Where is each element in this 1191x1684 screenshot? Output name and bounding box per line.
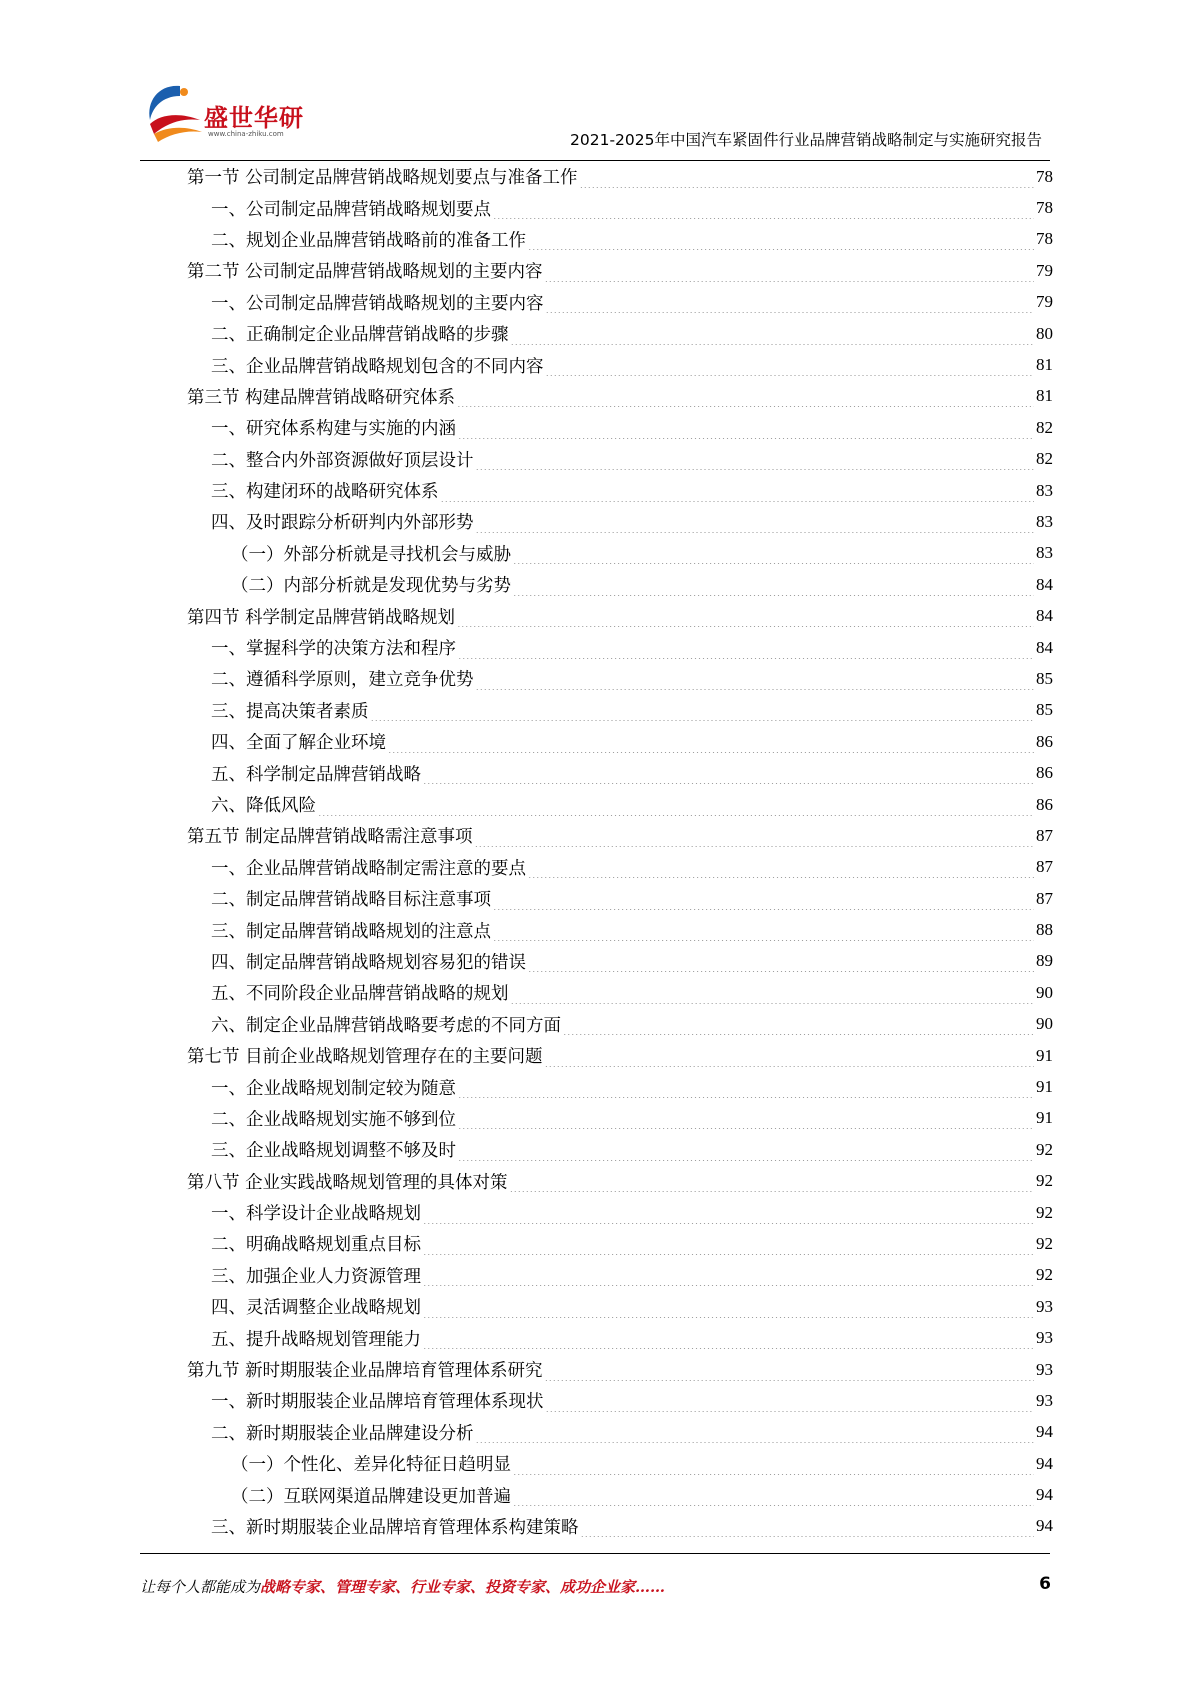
table-of-contents: [187, 161, 1053, 1542]
toc-entry-title: 二、企业战略规划实施不够到位: [211, 1109, 456, 1130]
toc-entry-title: 六、制定企业品牌营销战略要考虑的不同方面: [211, 1015, 561, 1036]
toc-entry-page: 93: [1036, 1328, 1053, 1348]
toc-entry-title: 第四节 科学制定品牌营销战略规划: [187, 607, 456, 628]
toc-entry[interactable]: [187, 852, 1053, 883]
toc-entry[interactable]: [187, 1103, 1053, 1134]
toc-entry-page: 92: [1036, 1265, 1053, 1285]
toc-dot-leader: [423, 770, 1034, 784]
toc-entry[interactable]: [187, 1291, 1053, 1322]
toc-entry-title: 第三节 构建品牌营销战略研究体系: [187, 387, 456, 408]
toc-dot-leader: [441, 488, 1035, 502]
toc-entry[interactable]: [187, 569, 1053, 600]
toc-entry-title: 三、制定品牌营销战略规划的注意点: [211, 921, 491, 942]
toc-entry[interactable]: [187, 1511, 1053, 1542]
toc-entry-title: 一、企业战略规划制定较为随意: [211, 1078, 456, 1099]
toc-dot-leader: [563, 1021, 1034, 1035]
toc-entry-page: 84: [1036, 606, 1053, 626]
toc-dot-leader: [457, 613, 1034, 627]
toc-entry-title: 三、企业品牌营销战略规划包含的不同内容: [211, 356, 544, 377]
toc-entry[interactable]: [187, 883, 1053, 914]
toc-entry[interactable]: [187, 1197, 1053, 1228]
toc-entry-page: 87: [1036, 857, 1053, 877]
toc-entry-page: 80: [1036, 323, 1053, 343]
toc-entry-title: 一、科学设计企业战略规划: [211, 1204, 421, 1225]
toc-entry[interactable]: [187, 1354, 1053, 1385]
toc-entry-title: 二、遵循科学原则，建立竞争优势: [211, 670, 474, 691]
toc-entry-title: 一、研究体系构建与实施的内涵: [211, 419, 456, 440]
logo-url: www.china-zhiku.com: [208, 130, 284, 138]
toc-entry-page: 85: [1036, 700, 1053, 720]
toc-entry[interactable]: [187, 161, 1053, 192]
toc-dot-leader: [458, 1084, 1034, 1098]
toc-dot-leader: [545, 1053, 1034, 1067]
toc-entry-title: 四、及时跟踪分析研判内外部形势: [211, 513, 474, 534]
toc-entry-page: 78: [1036, 198, 1053, 218]
toc-dot-leader: [581, 1523, 1035, 1537]
toc-entry-title: 第二节 公司制定品牌营销战略规划的主要内容: [187, 262, 543, 283]
toc-dot-leader: [545, 1367, 1034, 1381]
toc-entry[interactable]: [187, 1040, 1053, 1071]
toc-dot-leader: [458, 425, 1034, 439]
toc-entry[interactable]: [187, 192, 1053, 223]
toc-entry-title: 第九节 新时期服装企业品牌培育管理体系研究: [187, 1361, 543, 1382]
toc-entry-page: 79: [1036, 292, 1053, 312]
toc-entry-title: 六、降低风险: [211, 796, 316, 816]
toc-entry-page: 92: [1036, 1171, 1053, 1191]
logo-text: 盛世华研: [204, 104, 304, 132]
toc-entry[interactable]: [187, 349, 1053, 380]
toc-entry-page: 84: [1036, 637, 1053, 657]
toc-dot-leader: [423, 1241, 1034, 1255]
toc-entry-page: 93: [1036, 1359, 1053, 1379]
logo-emblem-icon: [140, 78, 210, 148]
toc-dot-leader: [493, 927, 1034, 941]
toc-entry-page: 78: [1036, 229, 1053, 249]
company-logo: [140, 78, 310, 148]
toc-entry-page: 85: [1036, 668, 1053, 688]
toc-entry[interactable]: [187, 1009, 1053, 1040]
toc-dot-leader: [513, 582, 1034, 596]
toc-entry-title: 二、明确战略规划重点目标: [211, 1235, 421, 1256]
toc-entry-page: 84: [1036, 574, 1053, 594]
page-number: 6: [1039, 1574, 1051, 1594]
toc-dot-leader: [546, 299, 1035, 313]
toc-entry-title: 一、公司制定品牌营销战略规划的主要内容: [211, 293, 544, 314]
toc-entry[interactable]: [187, 1134, 1053, 1165]
toc-entry[interactable]: [187, 600, 1053, 631]
toc-entry-title: 第一节 公司制定品牌营销战略规划要点与准备工作: [187, 168, 578, 189]
footer-slogan: [140, 1576, 665, 1597]
toc-dot-leader: [458, 1115, 1034, 1129]
toc-entry-page: 92: [1036, 1202, 1053, 1222]
toc-entry-title: 三、新时期服装企业品牌培育管理体系构建策略: [211, 1517, 579, 1538]
toc-entry-page: 81: [1036, 355, 1053, 375]
toc-entry-title: 五、不同阶段企业品牌营销战略的规划: [211, 984, 509, 1005]
toc-entry[interactable]: [187, 444, 1053, 475]
toc-entry-title: 一、新时期服装企业品牌培育管理体系现状: [211, 1392, 544, 1413]
toc-entry[interactable]: [187, 1448, 1053, 1479]
toc-entry-page: 87: [1036, 888, 1053, 908]
toc-entry-page: 94: [1036, 1453, 1053, 1473]
toc-entry[interactable]: [187, 224, 1053, 255]
toc-dot-leader: [458, 1147, 1034, 1161]
toc-dot-leader: [476, 456, 1035, 470]
toc-entry[interactable]: [187, 538, 1053, 569]
toc-entry-title: （二）互联网渠道品牌建设更加普遍: [231, 1486, 511, 1507]
toc-entry[interactable]: [187, 1166, 1053, 1197]
toc-entry[interactable]: [187, 1417, 1053, 1448]
toc-entry-page: 91: [1036, 1108, 1053, 1128]
toc-entry-page: 89: [1036, 951, 1053, 971]
toc-entry[interactable]: [187, 475, 1053, 506]
toc-entry-page: 83: [1036, 543, 1053, 563]
toc-entry-page: 92: [1036, 1233, 1053, 1253]
toc-entry[interactable]: [187, 1479, 1053, 1510]
toc-entry[interactable]: [187, 663, 1053, 694]
toc-dot-leader: [513, 1461, 1034, 1475]
toc-entry[interactable]: [187, 695, 1053, 726]
toc-entry[interactable]: [187, 255, 1053, 286]
toc-entry[interactable]: [187, 287, 1053, 318]
toc-entry-page: 92: [1036, 1139, 1053, 1159]
toc-entry-page: 82: [1036, 417, 1053, 437]
toc-dot-leader: [545, 268, 1034, 282]
toc-dot-leader: [457, 393, 1034, 407]
toc-dot-leader: [423, 1272, 1034, 1286]
toc-entry-page: 88: [1036, 920, 1053, 940]
toc-dot-leader: [580, 174, 1034, 188]
toc-entry[interactable]: [187, 632, 1053, 663]
toc-entry-page: 90: [1036, 1014, 1053, 1034]
toc-entry-title: 五、提升战略规划管理能力: [211, 1329, 421, 1350]
toc-entry-page: 90: [1036, 982, 1053, 1002]
toc-entry-page: 91: [1036, 1045, 1053, 1065]
toc-dot-leader: [513, 550, 1034, 564]
toc-entry[interactable]: [187, 1071, 1053, 1102]
toc-entry-page: 83: [1036, 511, 1053, 531]
toc-dot-leader: [476, 1429, 1035, 1443]
toc-entry[interactable]: [187, 946, 1053, 977]
toc-dot-leader: [493, 205, 1034, 219]
toc-entry-page: 94: [1036, 1422, 1053, 1442]
toc-entry-title: 二、正确制定企业品牌营销战略的步骤: [211, 325, 509, 346]
toc-entry-page: 79: [1036, 260, 1053, 280]
toc-dot-leader: [458, 645, 1034, 659]
toc-entry-page: 94: [1036, 1516, 1053, 1536]
toc-entry-title: 四、灵活调整企业战略规划: [211, 1298, 421, 1319]
report-title: 2021-2025年中国汽车紧固件行业品牌营销战略制定与实施研究报告: [570, 131, 1042, 149]
toc-dot-leader: [475, 833, 1034, 847]
toc-entry-title: （二）内部分析就是发现优势与劣势: [231, 576, 511, 597]
footer-divider: [140, 1553, 1050, 1554]
toc-entry-page: 78: [1036, 166, 1053, 186]
toc-entry-page: 81: [1036, 386, 1053, 406]
toc-entry-title: 三、构建闭环的战略研究体系: [211, 482, 439, 503]
toc-entry[interactable]: [187, 381, 1053, 412]
toc-entry[interactable]: [187, 914, 1053, 945]
page-header: [140, 78, 1050, 168]
toc-entry-title: （一）外部分析就是寻找机会与威胁: [231, 544, 511, 565]
toc-dot-leader: [423, 1335, 1034, 1349]
toc-entry-page: 91: [1036, 1077, 1053, 1097]
toc-dot-leader: [513, 1492, 1034, 1506]
toc-dot-leader: [388, 739, 1034, 753]
toc-entry-page: 82: [1036, 449, 1053, 469]
toc-entry-title: 三、企业战略规划调整不够及时: [211, 1141, 456, 1162]
toc-entry[interactable]: [187, 506, 1053, 537]
toc-entry[interactable]: [187, 820, 1053, 851]
toc-entry-title: 四、制定品牌营销战略规划容易犯的错误: [211, 952, 526, 973]
footer-slogan-prefix: 让每个人都能成为: [140, 1578, 261, 1596]
toc-dot-leader: [528, 958, 1034, 972]
toc-entry[interactable]: [187, 1260, 1053, 1291]
toc-entry-title: 第七节 目前企业战略规划管理存在的主要问题: [187, 1047, 543, 1068]
toc-dot-leader: [511, 331, 1035, 345]
toc-entry[interactable]: [187, 789, 1053, 820]
toc-entry[interactable]: [187, 1322, 1053, 1353]
toc-entry-page: 94: [1036, 1485, 1053, 1505]
toc-entry[interactable]: [187, 757, 1053, 788]
toc-entry[interactable]: [187, 412, 1053, 443]
toc-dot-leader: [546, 1398, 1035, 1412]
toc-entry-title: （一）个性化、差异化特征日趋明显: [231, 1455, 511, 1476]
toc-entry-title: 第八节 企业实践战略规划管理的具体对策: [187, 1172, 508, 1193]
toc-dot-leader: [511, 990, 1035, 1004]
toc-entry-title: 二、整合内外部资源做好顶层设计: [211, 450, 474, 471]
toc-entry-title: 一、公司制定品牌营销战略规划要点: [211, 199, 491, 220]
toc-entry-page: 93: [1036, 1296, 1053, 1316]
toc-entry[interactable]: [187, 318, 1053, 349]
toc-entry[interactable]: [187, 1228, 1053, 1259]
toc-entry-title: 三、加强企业人力资源管理: [211, 1266, 421, 1287]
toc-entry-title: 四、全面了解企业环境: [211, 733, 386, 754]
toc-entry-title: 二、新时期服装企业品牌建设分析: [211, 1423, 474, 1444]
toc-entry-title: 五、科学制定品牌营销战略: [211, 764, 421, 785]
toc-entry-page: 86: [1036, 731, 1053, 751]
toc-entry-title: 一、企业品牌营销战略制定需注意的要点: [211, 858, 526, 879]
toc-entry[interactable]: [187, 726, 1053, 757]
toc-dot-leader: [371, 707, 1035, 721]
toc-entry-page: 83: [1036, 480, 1053, 500]
toc-dot-leader: [493, 896, 1034, 910]
toc-dot-leader: [476, 676, 1035, 690]
toc-dot-leader: [528, 864, 1034, 878]
toc-entry-page: 87: [1036, 825, 1053, 845]
footer-slogan-highlight: 战略专家、管理专家、行业专家、投资专家、成功企业家……: [260, 1578, 666, 1596]
toc-entry-page: 86: [1036, 794, 1053, 814]
toc-entry-title: 二、制定品牌营销战略目标注意事项: [211, 890, 491, 911]
toc-entry[interactable]: [187, 1385, 1053, 1416]
toc-dot-leader: [423, 1210, 1034, 1224]
toc-dot-leader: [423, 1304, 1034, 1318]
toc-entry-title: 三、提高决策者素质: [211, 701, 369, 722]
toc-entry-title: 一、掌握科学的决策方法和程序: [211, 639, 456, 660]
toc-entry-title: 第五节 制定品牌营销战略需注意事项: [187, 827, 473, 848]
toc-dot-leader: [476, 519, 1035, 533]
toc-dot-leader: [528, 236, 1034, 250]
toc-dot-leader: [318, 802, 1034, 816]
toc-entry[interactable]: [187, 977, 1053, 1008]
toc-entry-page: 93: [1036, 1390, 1053, 1410]
toc-dot-leader: [546, 362, 1035, 376]
toc-entry-title: 二、规划企业品牌营销战略前的准备工作: [211, 230, 526, 251]
toc-entry-page: 86: [1036, 763, 1053, 783]
toc-dot-leader: [510, 1178, 1034, 1192]
